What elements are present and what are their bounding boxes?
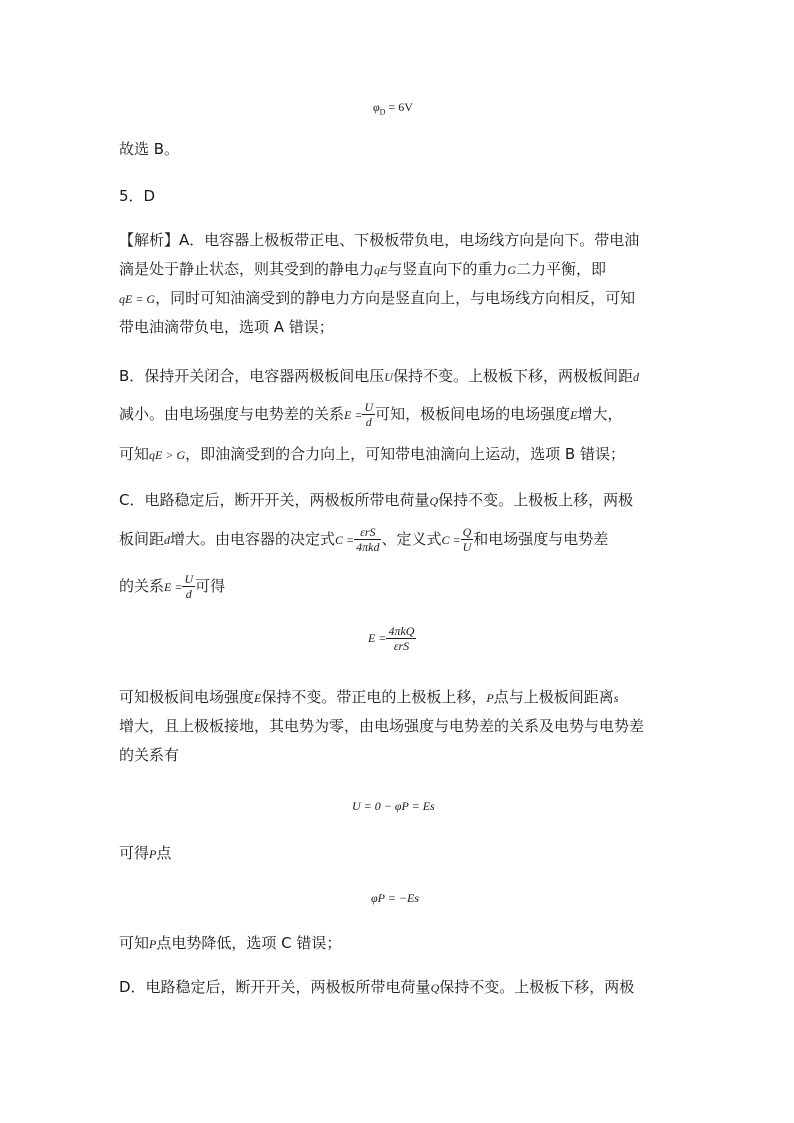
answer-line: 故选 B。: [119, 140, 180, 158]
para-a-line-3: [119, 291, 635, 307]
math-E-eq: E =: [344, 408, 363, 422]
fraction-U-over-d: [362, 401, 375, 428]
math-E: E: [570, 408, 578, 422]
math-qE-eq-G: qE = G: [119, 292, 156, 306]
text: 增大。由电容器的决定式: [170, 530, 336, 548]
fraction-U-over-d: [182, 573, 195, 600]
text: 点电势降低，选项 C 错误；: [156, 934, 342, 952]
phi-symbol: φ: [373, 100, 380, 114]
math-P: P: [149, 937, 157, 951]
denominator: U: [462, 540, 472, 554]
text: 、定义式: [381, 530, 442, 548]
text: ，即油滴受到的合力向上，可知带电油滴向上运动，选项 B 错误；: [185, 445, 625, 463]
para-c2-line-1: [119, 690, 618, 706]
text: 可得: [195, 577, 226, 595]
denominator: d: [365, 415, 372, 429]
numerator: U: [364, 400, 374, 414]
text: B．保持开关闭合，电容器两极板间电压: [119, 367, 385, 385]
fraction-capacitance-decisive: [354, 526, 381, 553]
text: 可知极板间电场强度: [119, 688, 255, 706]
math-E-eq: E =: [164, 580, 183, 594]
text: 保持不变。带正电的上极板上移，: [261, 688, 487, 706]
para-c-line-2: [119, 523, 608, 556]
math-d: d: [164, 533, 171, 547]
para-c-line-3: [119, 570, 225, 603]
math-qE: qE: [374, 263, 388, 277]
math-G: G: [507, 263, 517, 277]
math-d: d: [632, 370, 639, 384]
para-a-line-4: 带电油滴带负电，选项 A 错误；: [119, 318, 334, 336]
math-C-eq: C =: [335, 533, 355, 547]
para-a-line-1: 【解析】A．电容器上极板带正电、下极板带负电，电场线方向是向下。带电油: [119, 231, 640, 249]
para-a-line-2: [119, 262, 606, 278]
numerator: Q: [462, 525, 472, 539]
numerator: U: [184, 572, 194, 586]
text: 二力平衡，即: [516, 260, 607, 278]
text: C．电路稳定后，断开开关，两极板所带电荷量: [119, 491, 430, 509]
para-b-line-1: [119, 369, 639, 385]
math-P: P: [486, 691, 494, 705]
text: 的关系: [119, 577, 165, 595]
math-E: E: [254, 691, 262, 705]
text: 增大，: [577, 405, 623, 423]
text: 可知: [119, 445, 150, 463]
text: 滴是处于静止状态，则其受到的静电力: [119, 260, 375, 278]
question-heading: 5．D: [119, 187, 156, 205]
text: D．电路稳定后，断开开关，两极板所带电荷量: [119, 978, 431, 996]
fraction-E: [386, 625, 416, 652]
para-b-line-2: [119, 398, 623, 431]
math-Q: Q: [429, 494, 439, 508]
text: 点与上极板间距离: [493, 688, 614, 706]
math-s: s: [613, 691, 619, 705]
math-Q: Q: [430, 981, 440, 995]
phi-subscript: D: [379, 107, 386, 117]
equation-phi-p: φP = −Es: [371, 891, 419, 905]
equation-phi-d: [373, 100, 413, 116]
math-P: P: [149, 847, 157, 861]
math-E-eq: E =: [368, 631, 387, 645]
para-c2-line-2: 增大，且上极板接地，其电势为零，由电场强度与电势差的关系及电势与电势差: [119, 717, 645, 735]
text: 板间距: [119, 530, 165, 548]
line-get-p: [119, 846, 171, 862]
text: 点: [156, 844, 172, 862]
numerator: 4πkQ: [388, 624, 415, 638]
text: 可知，极板间电场的电场强度: [375, 405, 571, 423]
para-c2-line-3: 的关系有: [119, 746, 180, 764]
para-d-line-1: [119, 980, 634, 996]
phi-value: = 6V: [385, 100, 413, 114]
text: 和电场强度与电势差: [473, 530, 609, 548]
math-C-eq: C =: [441, 533, 461, 547]
para-b-line-3: [119, 447, 625, 463]
denominator: 4πkd: [356, 540, 380, 554]
text: 与竖直向下的重力: [387, 260, 508, 278]
fraction-Q-over-U: [461, 526, 474, 553]
para-c-line-1: [119, 493, 633, 509]
denominator: d: [185, 587, 192, 601]
text: 保持不变。上极板下移，两极板间距: [392, 367, 633, 385]
text: 保持不变。上极板上移，两极: [438, 491, 634, 509]
equation-U: U = 0 − φP = Es: [352, 799, 435, 813]
denominator: εrS: [393, 639, 410, 653]
math-U: U: [384, 370, 393, 384]
text: 减小。由电场强度与电势差的关系: [119, 405, 345, 423]
numerator: εrS: [354, 526, 381, 540]
line-c-wrong: [119, 936, 341, 952]
equation-E: [368, 625, 416, 652]
math-qE-gt-G: qE > G: [149, 448, 186, 462]
text: 可知: [119, 934, 150, 952]
text: 保持不变。上极板下移，两极: [439, 978, 635, 996]
text: ，同时可知油滴受到的静电力方向是竖直向上，与电场线方向相反，可知: [155, 289, 636, 307]
text: 可得: [119, 844, 150, 862]
